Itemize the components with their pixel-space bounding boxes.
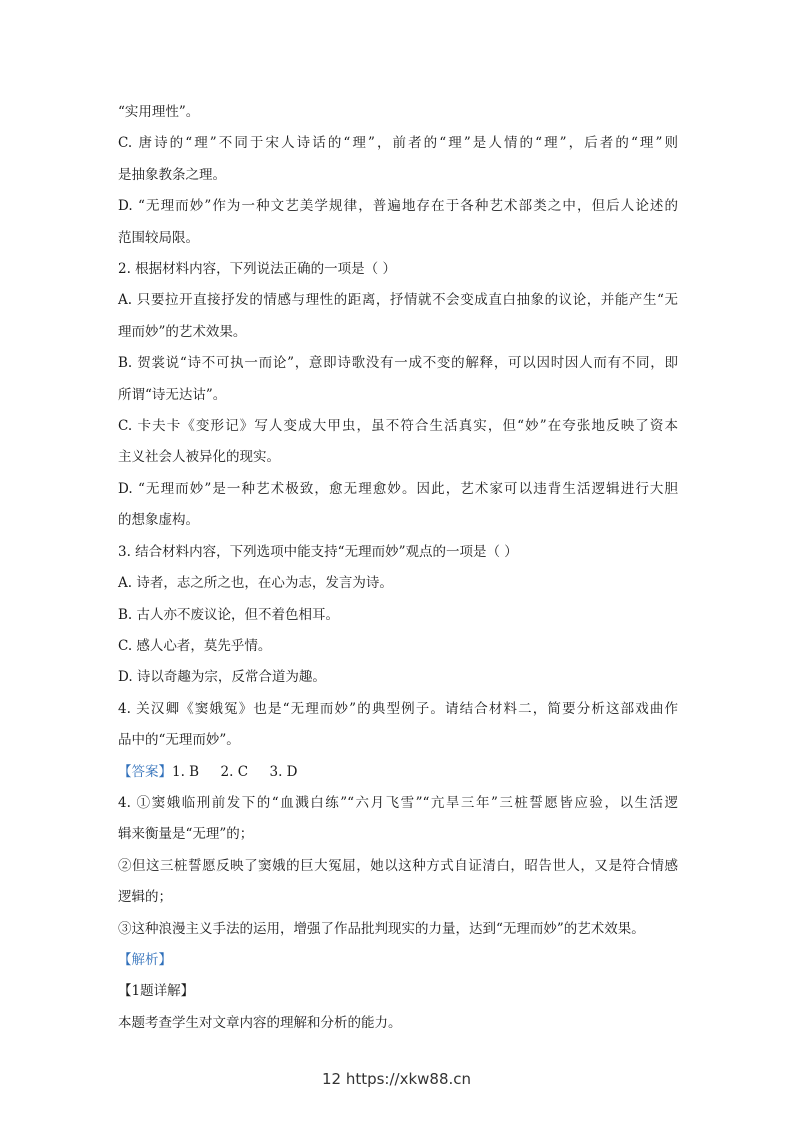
- option-d-line: D. “无理而妙”作为一种文艺美学规律，普遍地存在于各种艺术部类之中，但后人论述的: [118, 198, 678, 215]
- option-d-line: D. “无理而妙”是一种艺术极致，愈无理愈妙。因此，艺术家可以违背生活逻辑进行大胆: [118, 480, 678, 497]
- question-3-stem: 3. 结合材料内容，下列选项中能支持“无理而妙”观点的一项是（ ）: [118, 543, 518, 560]
- question-4-stem: 4. 关汉卿《窦娥冤》也是“无理而妙”的典型例子。请结合材料二，简要分析这部戏曲作: [118, 700, 678, 717]
- text-line: 品中的“无理而妙”。: [118, 732, 240, 749]
- answer-4-line: 逻辑的；: [118, 889, 172, 906]
- text-line: 主义社会人被异化的现实。: [118, 449, 280, 466]
- document-body: [118, 97, 678, 1039]
- option-c-line: C. 卡夫卡《变形记》写人变成大甲虫，虽不符合生活真实，但“妙”在夸张地反映了资本: [118, 418, 678, 435]
- answer-4-line: ②但这三桩誓愿反映了窦娥的巨大冤屈，她以这种方式自证清白，昭告世人，又是符合情感: [118, 857, 678, 874]
- option-a-line: A. 只要拉开直接抒发的情感与理性的距离，抒情就不会变成直白抽象的议论，并能产生“无: [118, 292, 678, 309]
- text-line: 范围较局限。: [118, 229, 199, 246]
- answer-line: [118, 757, 678, 788]
- page-footer: 12 https://xkw88.cn: [321, 1070, 472, 1088]
- option-a-line: A. 诗者，志之所之也，在心为志，发言为诗。: [118, 575, 393, 592]
- text-line: 所谓“诗无达诂”。: [118, 386, 227, 403]
- detail-text: 本题考查学生对文章内容的理解和分析的能力。: [118, 1014, 402, 1031]
- option-c-line: C. 感人心者，莫先乎情。: [118, 637, 272, 654]
- option-b-line: B. 贺裳说“诗不可执一而论”，意即诗歌没有一成不变的解释，可以因时因人而有不同，即: [118, 355, 678, 372]
- answer-text: 1. B 2. C 3. D: [172, 763, 298, 780]
- answer-4-line: 4. ①窦娥临刑前发下的“血溅白练”“六月飞雪”“亢旱三年”三桩誓愿皆应验，以生活逻: [118, 794, 678, 811]
- answer-4-line: 辑来衡量是“无理”的；: [118, 826, 254, 843]
- option-d-line: D. 诗以奇趣为宗，反常合道为趣。: [118, 669, 326, 686]
- answer-label: 【答案】: [118, 763, 172, 780]
- option-b-line: B. 古人亦不废议论，但不着色相耳。: [118, 606, 340, 623]
- detail-label: 【1题详解】: [118, 983, 195, 1000]
- analysis-label: 【解析】: [118, 951, 172, 968]
- question-2-stem: 2. 根据材料内容，下列说法正确的一项是（ ）: [118, 261, 396, 278]
- text-line: 理而妙”的艺术效果。: [118, 323, 247, 340]
- text-line: “实用理性”。: [118, 104, 200, 120]
- text-line: 的想象虚构。: [118, 512, 199, 529]
- text-line: 是抽象教条之理。: [118, 166, 226, 183]
- answer-4-line: ③这种浪漫主义手法的运用，增强了作品批判现实的力量，达到“无理而妙”的艺术效果。: [118, 920, 645, 937]
- option-c-line: C. 唐诗的“理”不同于宋人诗话的“理”，前者的“理”是人情的“理”，后者的“理”则: [118, 135, 678, 152]
